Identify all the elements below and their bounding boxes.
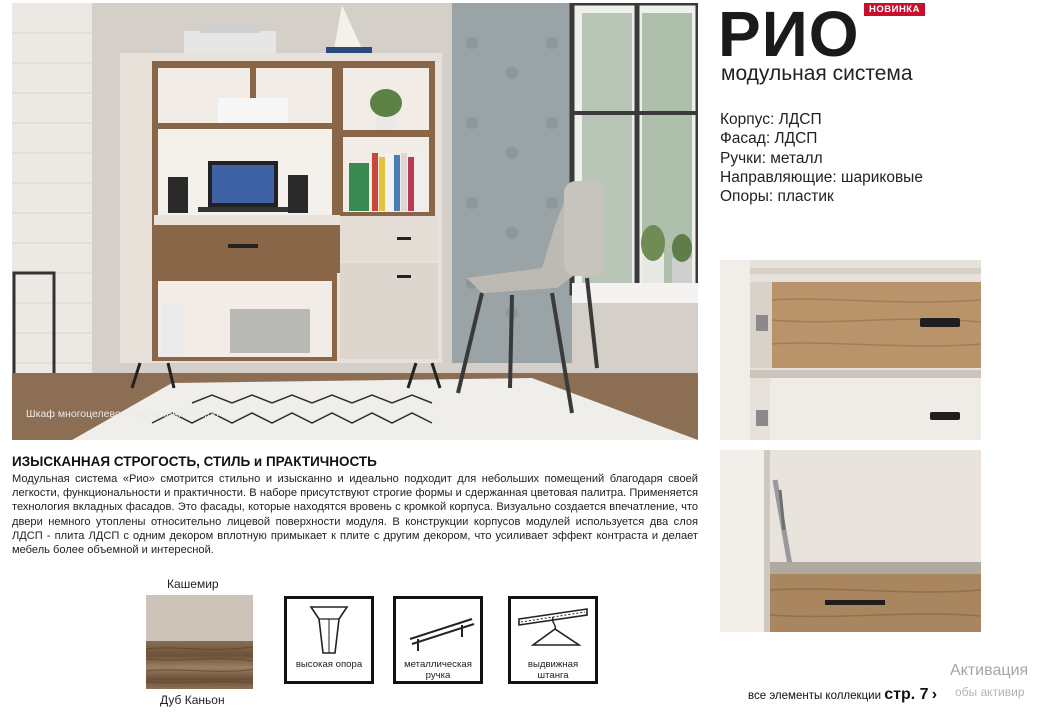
- oak-grain-texture: [146, 641, 253, 689]
- spec-body: Корпус: ЛДСП: [720, 111, 822, 128]
- footer-text: все элементы коллекции: [748, 690, 882, 702]
- furniture-leg-icon: [287, 599, 371, 659]
- new-badge: НОВИНКА: [864, 3, 925, 16]
- brand-subtitle: модульная система: [721, 62, 913, 85]
- article-heading: ИЗЫСКАННАЯ СТРОГОСТЬ, СТИЛЬ и ПРАКТИЧНОСТЬ: [12, 454, 377, 469]
- footer-page: стр. 7: [884, 686, 929, 703]
- feature-label-leg: высокая опора: [295, 659, 363, 670]
- spec-handles: Ручки: металл: [720, 149, 823, 167]
- brand-title: РИО: [718, 0, 860, 70]
- drawer-detail-photo: [720, 260, 981, 440]
- swatch-oak-canyon: [146, 641, 253, 689]
- collection-page-link[interactable]: [748, 686, 937, 704]
- gas-lift-detail-photo: [720, 450, 981, 632]
- article-body: Модульная система «Рио» смотрится стильно и изысканно и идеально подходит для небольших помещений благодаря своей легкости, функциональности и практичности. В наборе присутствуют строгие формы и сдержанная цветовая палитра. Применяется технология вкладных фасадов. Это фасады, которые находятся вровень с кромкой корпуса. Визуально создается впечатление, что двери немного утоплены относительно лицевой поверхности модуля. В конструкции корпусов модулей используется два слоя ЛДСП - плита ЛДСП с одним декором вплотную примыкает к плите с другим декором, что усиливает эффект контраста и делает мебель более объемной и интересной.: [12, 473, 698, 557]
- pull-out-rod-icon: [511, 599, 595, 659]
- feature-label-rod: выдвижная штанга: [527, 659, 579, 681]
- spec-facade: Фасад: ЛДСП: [720, 130, 818, 148]
- room-illustration: [12, 3, 698, 440]
- spec-slides: Направляющие: шариковые: [720, 168, 923, 186]
- hero-caption: Шкаф многоцелевого назначения 62.06: [26, 408, 219, 420]
- feature-pull-out-rod: [508, 596, 598, 684]
- activation-watermark: Активация: [950, 662, 1029, 679]
- gas-lift-illustration: [720, 450, 981, 632]
- hero-photo: [12, 3, 698, 440]
- swatch-label-kashemir: Кашемир: [167, 577, 219, 591]
- drawer-detail-illustration: [720, 260, 981, 440]
- feature-label-handle: металлическая ручка: [404, 659, 472, 681]
- feature-high-leg: [284, 596, 374, 684]
- swatch-kashemir: [146, 595, 253, 641]
- swatch-label-oak: Дуб Каньон: [160, 693, 225, 707]
- activation-watermark-sub: обы активир: [955, 685, 1025, 699]
- feature-metal-handle: [393, 596, 483, 684]
- spec-supports: Опоры: пластик: [720, 188, 834, 206]
- chevron-right-icon: ›: [931, 686, 938, 703]
- spec-list: [720, 110, 923, 206]
- metal-handle-icon: [396, 599, 480, 659]
